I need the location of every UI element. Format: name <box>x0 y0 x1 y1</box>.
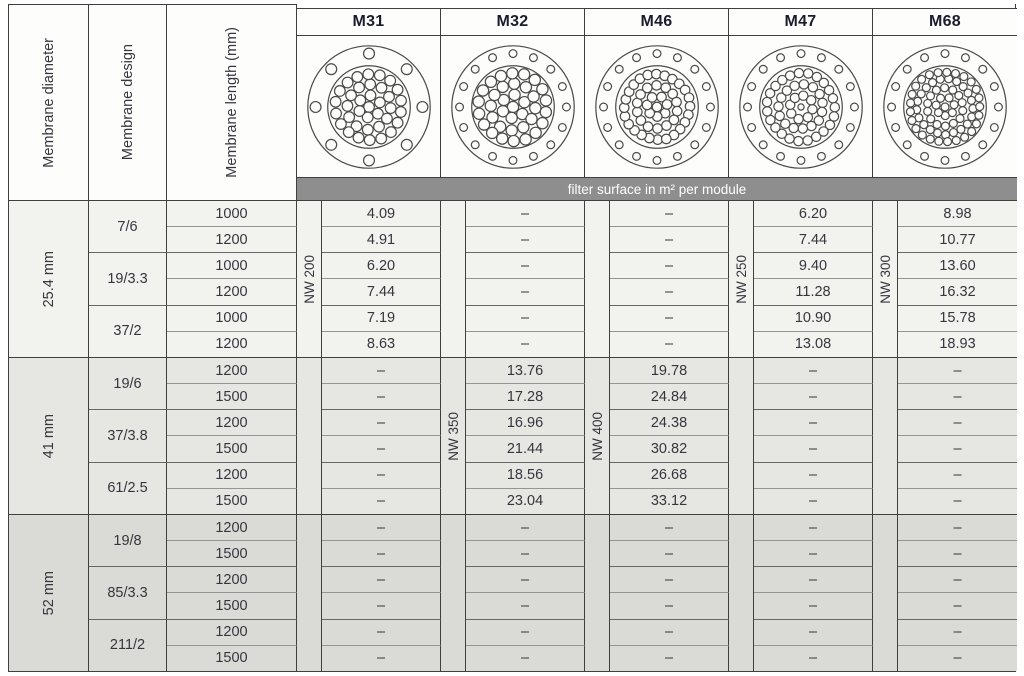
value-cell: – <box>754 645 873 671</box>
design-cell: 37/3.8 <box>89 409 167 461</box>
diameter-cell-label: 41 mm <box>40 413 57 459</box>
value-cell: – <box>466 226 585 252</box>
value-cell: – <box>898 566 1017 592</box>
value-cell: 4.91 <box>322 226 441 252</box>
module-header-m32 <box>441 8 585 178</box>
value-cell: – <box>898 619 1017 645</box>
value-cell: – <box>322 435 441 461</box>
value-cell: – <box>610 619 729 645</box>
length-cell: 1200 <box>167 226 297 252</box>
flange-cross-section-icon <box>445 39 581 175</box>
value-cell: – <box>754 357 873 383</box>
value-cell: – <box>754 540 873 566</box>
value-cell: – <box>466 566 585 592</box>
value-cell: 16.96 <box>466 409 585 435</box>
value-cell: 23.04 <box>466 488 585 514</box>
nw-strip-nw-200 <box>297 200 322 357</box>
value-cell: 8.98 <box>898 200 1017 226</box>
value-cell: – <box>466 200 585 226</box>
value-cell: – <box>898 488 1017 514</box>
length-cell: 1200 <box>167 462 297 488</box>
length-cell: 1500 <box>167 435 297 461</box>
module-name-m68: M68 <box>873 9 1017 36</box>
design-cell: 61/2.5 <box>89 462 167 514</box>
value-cell: – <box>610 252 729 278</box>
length-cell: 1200 <box>167 409 297 435</box>
value-cell: – <box>322 514 441 540</box>
nw-strip-empty <box>873 514 898 671</box>
flange-diagram-m32 <box>441 36 584 177</box>
value-cell: – <box>322 357 441 383</box>
nw-strip-empty <box>585 514 610 671</box>
value-cell: – <box>322 566 441 592</box>
value-cell: 33.12 <box>610 488 729 514</box>
length-cell: 1000 <box>167 200 297 226</box>
nw-strip-nw-300 <box>873 200 898 357</box>
value-cell: – <box>322 488 441 514</box>
value-cell: – <box>754 619 873 645</box>
nw-strip-nw-400-label: NW 400 <box>589 411 605 461</box>
value-cell: – <box>322 462 441 488</box>
column-header-membrane-design <box>89 4 167 200</box>
flange-diagram-m47 <box>729 36 872 177</box>
module-header-m46 <box>585 8 729 178</box>
design-cell: 19/6 <box>89 357 167 409</box>
value-cell: – <box>466 252 585 278</box>
value-cell: 8.63 <box>322 331 441 357</box>
value-cell: – <box>322 383 441 409</box>
length-cell: 1500 <box>167 645 297 671</box>
value-cell: – <box>466 540 585 566</box>
value-cell: – <box>754 462 873 488</box>
nw-strip-empty <box>729 514 754 671</box>
length-cell: 1200 <box>167 331 297 357</box>
length-cell: 1200 <box>167 278 297 304</box>
diameter-cell-label: 25.4 mm <box>40 250 57 308</box>
nw-strip-empty <box>297 514 322 671</box>
value-cell: – <box>898 645 1017 671</box>
diameter-cell-label: 52 mm <box>40 570 57 616</box>
nw-strip-empty <box>585 200 610 357</box>
value-cell: – <box>610 331 729 357</box>
value-cell: 16.32 <box>898 278 1017 304</box>
diameter-cell <box>9 514 89 671</box>
length-cell: 1000 <box>167 305 297 331</box>
value-cell: – <box>610 226 729 252</box>
value-cell: 4.09 <box>322 200 441 226</box>
value-cell: – <box>322 409 441 435</box>
design-cell: 19/8 <box>89 514 167 566</box>
column-header-label: Membrane diameter <box>40 37 57 168</box>
flange-diagram-m68 <box>873 36 1017 177</box>
length-cell: 1200 <box>167 514 297 540</box>
nw-strip-empty <box>441 514 466 671</box>
value-cell: 24.84 <box>610 383 729 409</box>
value-cell: 26.68 <box>610 462 729 488</box>
module-header-m47 <box>729 8 873 178</box>
length-cell: 1500 <box>167 488 297 514</box>
value-cell: – <box>754 435 873 461</box>
length-cell: 1200 <box>167 357 297 383</box>
value-cell: – <box>610 540 729 566</box>
value-cell: 9.40 <box>754 252 873 278</box>
nw-strip-nw-300-label: NW 300 <box>877 254 893 304</box>
value-cell: 11.28 <box>754 278 873 304</box>
nw-strip-empty <box>729 357 754 514</box>
column-header-label: Membrane design <box>119 44 136 161</box>
module-name-m47: M47 <box>729 9 872 36</box>
diameter-cell <box>9 357 89 514</box>
column-header-membrane-diameter <box>9 4 89 200</box>
value-cell: – <box>322 645 441 671</box>
design-cell: 19/3.3 <box>89 252 167 304</box>
module-header-m31 <box>297 8 441 178</box>
design-cell: 37/2 <box>89 305 167 357</box>
value-cell: – <box>466 619 585 645</box>
value-cell: – <box>322 540 441 566</box>
value-cell: – <box>466 645 585 671</box>
value-cell: 19.78 <box>610 357 729 383</box>
nw-strip-empty <box>441 200 466 357</box>
value-cell: – <box>898 409 1017 435</box>
flange-cross-section-icon <box>301 39 437 175</box>
design-cell: 7/6 <box>89 200 167 252</box>
value-cell: – <box>322 592 441 618</box>
flange-diagram-m46 <box>585 36 728 177</box>
module-name-m31: M31 <box>297 9 440 36</box>
value-cell: – <box>754 488 873 514</box>
column-header-label: Membrane length (mm) <box>223 27 240 178</box>
value-cell: 15.78 <box>898 305 1017 331</box>
nw-strip-nw-250 <box>729 200 754 357</box>
value-cell: – <box>466 305 585 331</box>
value-cell: 6.20 <box>322 252 441 278</box>
value-cell: – <box>466 331 585 357</box>
length-cell: 1500 <box>167 540 297 566</box>
nw-strip-nw-250-label: NW 250 <box>733 254 749 304</box>
nw-strip-nw-200-label: NW 200 <box>301 254 317 304</box>
module-name-m32: M32 <box>441 9 584 36</box>
membrane-module-table <box>8 4 1016 672</box>
value-cell: – <box>898 357 1017 383</box>
value-cell: – <box>898 462 1017 488</box>
value-cell: – <box>610 645 729 671</box>
value-cell: – <box>610 514 729 540</box>
nw-strip-empty <box>873 357 898 514</box>
module-header-m68 <box>873 8 1017 178</box>
value-cell: – <box>898 514 1017 540</box>
filter-surface-band <box>297 178 1017 200</box>
value-cell: – <box>898 540 1017 566</box>
value-cell: 24.38 <box>610 409 729 435</box>
value-cell: – <box>754 383 873 409</box>
nw-strip-nw-350-label: NW 350 <box>445 411 461 461</box>
value-cell: 6.20 <box>754 200 873 226</box>
value-cell: – <box>610 200 729 226</box>
nw-strip-empty <box>297 357 322 514</box>
value-cell: 13.08 <box>754 331 873 357</box>
design-cell: 211/2 <box>89 619 167 671</box>
value-cell: – <box>754 514 873 540</box>
length-cell: 1200 <box>167 619 297 645</box>
value-cell: 10.77 <box>898 226 1017 252</box>
value-cell: – <box>754 592 873 618</box>
value-cell: 18.93 <box>898 331 1017 357</box>
value-cell: – <box>898 383 1017 409</box>
filter-surface-band-label: filter surface in m² per module <box>567 181 747 197</box>
design-cell: 85/3.3 <box>89 566 167 618</box>
flange-cross-section-icon <box>877 39 1013 175</box>
flange-diagram-m31 <box>297 36 440 177</box>
length-cell: 1500 <box>167 383 297 409</box>
value-cell: – <box>610 278 729 304</box>
value-cell: 17.28 <box>466 383 585 409</box>
length-cell: 1500 <box>167 592 297 618</box>
value-cell: 18.56 <box>466 462 585 488</box>
value-cell: – <box>466 514 585 540</box>
module-name-m46: M46 <box>585 9 728 36</box>
value-cell: – <box>898 435 1017 461</box>
value-cell: – <box>610 566 729 592</box>
flange-cross-section-icon <box>733 39 869 175</box>
value-cell: 13.76 <box>466 357 585 383</box>
value-cell: 7.19 <box>322 305 441 331</box>
value-cell: – <box>754 566 873 592</box>
value-cell: 10.90 <box>754 305 873 331</box>
length-cell: 1000 <box>167 252 297 278</box>
length-cell: 1200 <box>167 566 297 592</box>
nw-strip-nw-350 <box>441 357 466 514</box>
value-cell: – <box>466 592 585 618</box>
value-cell: – <box>754 409 873 435</box>
value-cell: – <box>466 278 585 304</box>
diameter-cell <box>9 200 89 357</box>
value-cell: – <box>610 592 729 618</box>
value-cell: 30.82 <box>610 435 729 461</box>
value-cell: – <box>610 305 729 331</box>
value-cell: 13.60 <box>898 252 1017 278</box>
value-cell: 7.44 <box>322 278 441 304</box>
column-header-membrane-length <box>167 4 297 200</box>
value-cell: 21.44 <box>466 435 585 461</box>
nw-strip-nw-400 <box>585 357 610 514</box>
flange-cross-section-icon <box>589 39 725 175</box>
value-cell: – <box>322 619 441 645</box>
value-cell: 7.44 <box>754 226 873 252</box>
value-cell: – <box>898 592 1017 618</box>
